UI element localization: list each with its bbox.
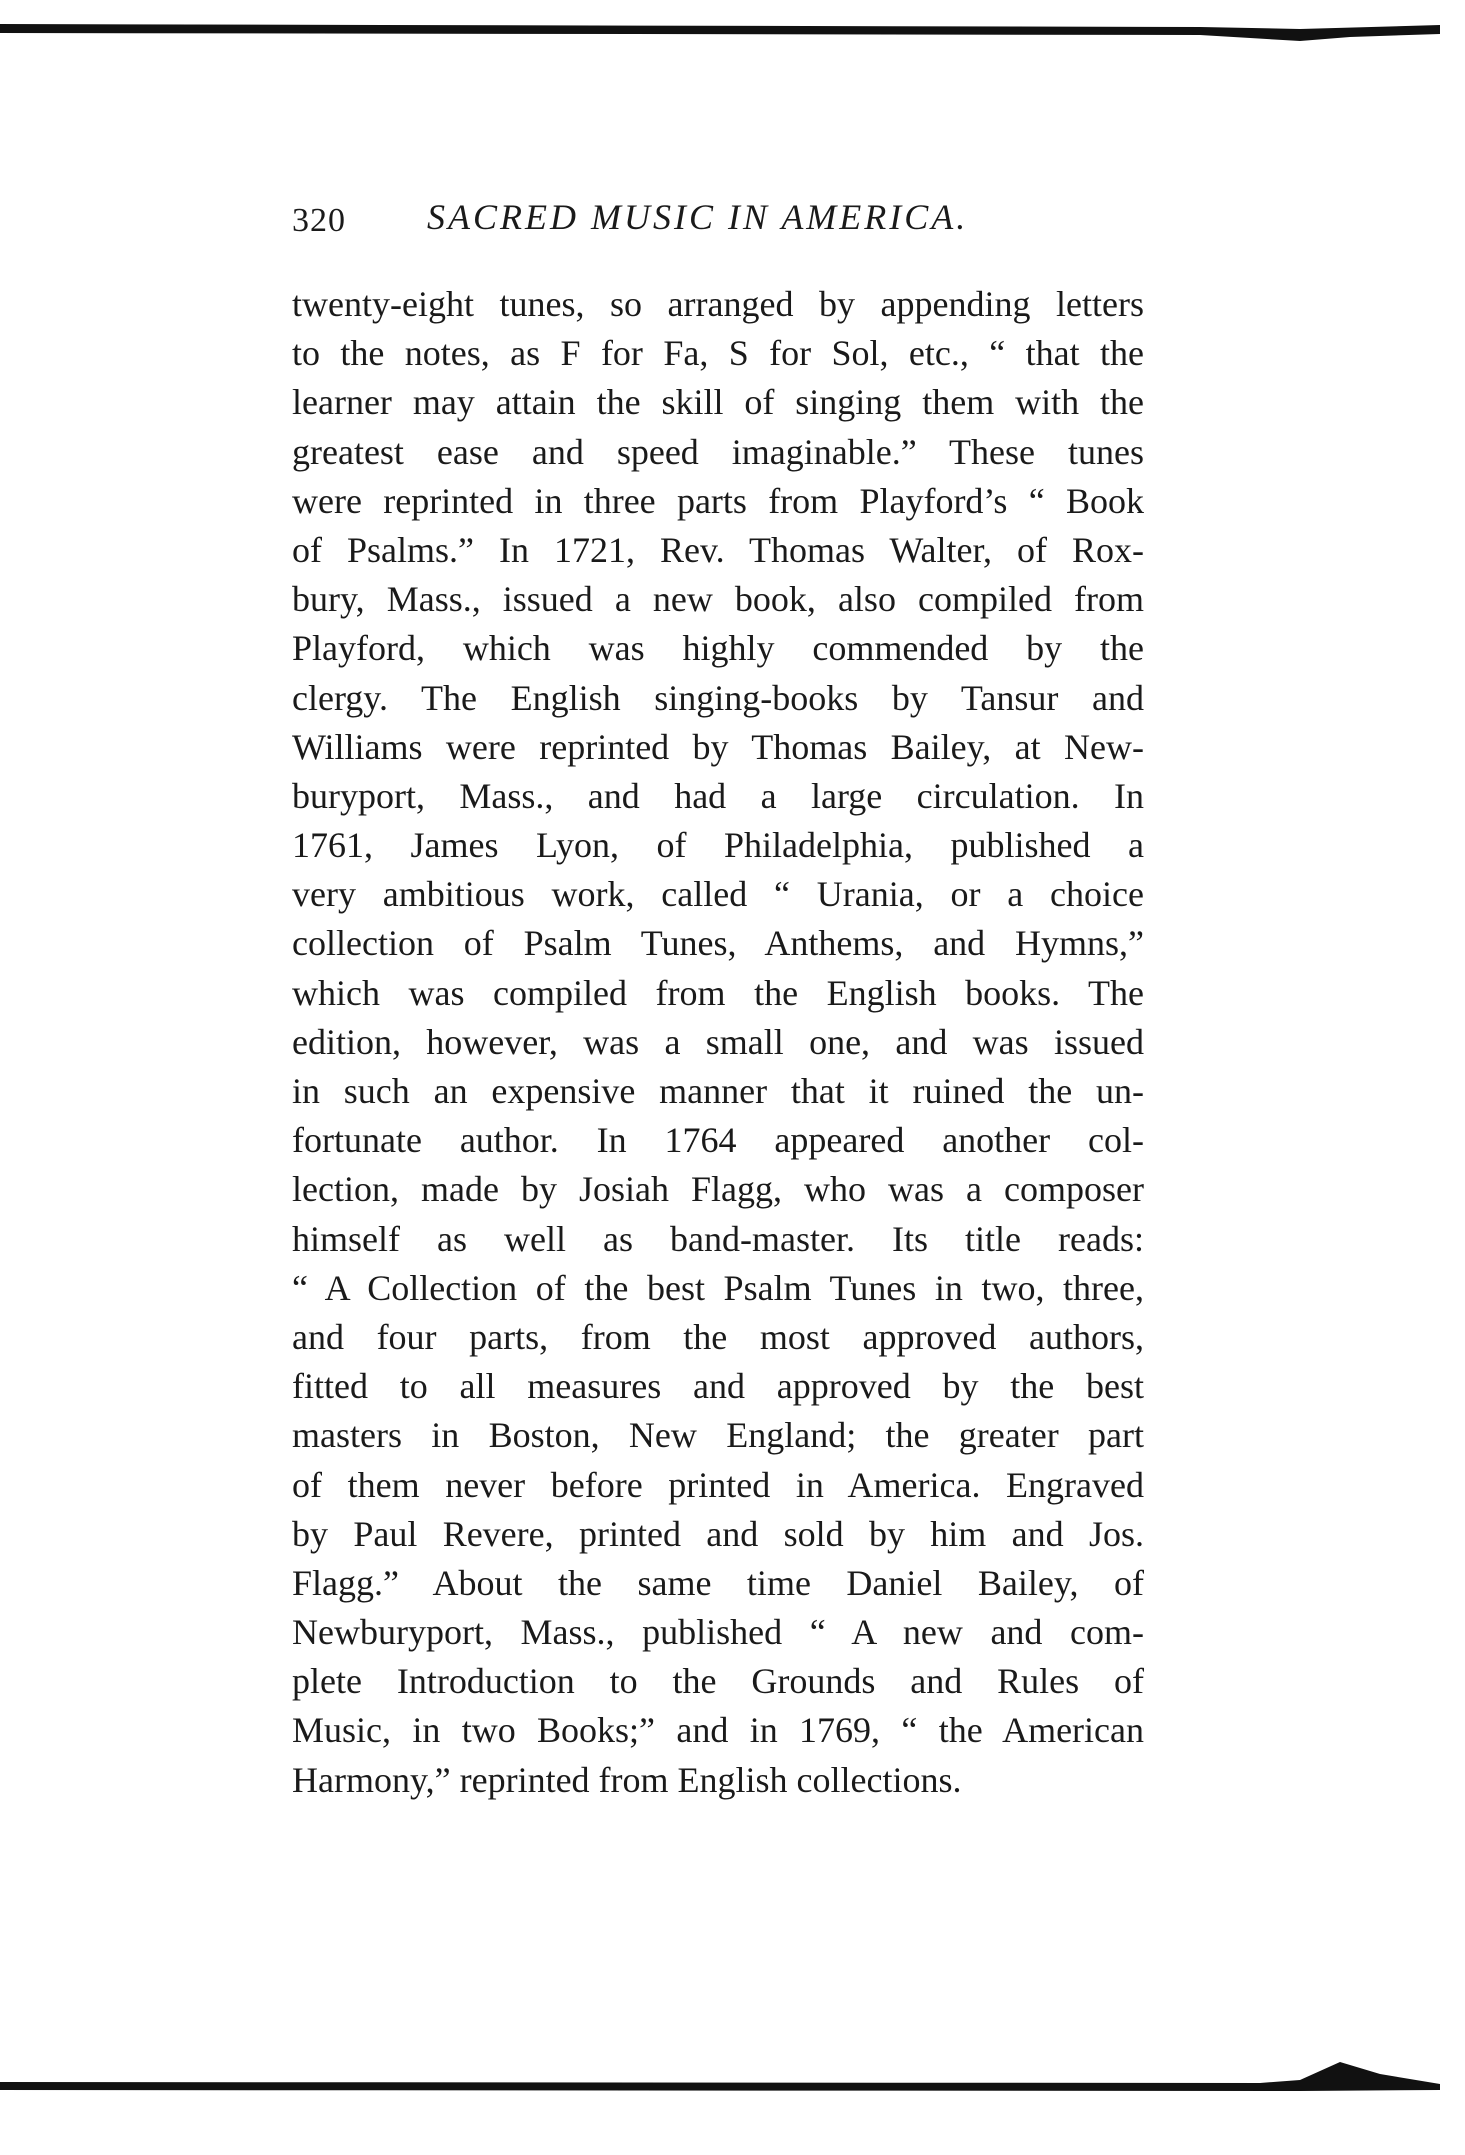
text-line: were reprinted in three parts from Playford’s “ Book	[292, 480, 1144, 521]
text-line: Music, in two Books;” and in 1769, “ the American	[292, 1710, 1144, 1751]
text-line: bury, Mass., issued a new book, also compiled from	[292, 579, 1144, 620]
text-line: fitted to all measures and approved by the best	[292, 1366, 1144, 1407]
text-line: very ambitious work, called “ Urania, or a choice	[292, 874, 1144, 915]
text-line: lection, made by Josiah Flagg, who was a composer	[292, 1169, 1144, 1210]
text-line: 1761, James Lyon, of Philadelphia, published a	[292, 825, 1144, 866]
text-line: Playford, which was highly commended by the	[292, 628, 1144, 669]
text-line: Williams were reprinted by Thomas Bailey, at New-	[292, 726, 1144, 767]
bottom-page-edge-bar	[0, 2060, 1440, 2100]
text-line: buryport, Mass., and had a large circulation. In	[292, 775, 1144, 816]
text-line: edition, however, was a small one, and was issued	[292, 1021, 1144, 1062]
text-line: clergy. The English singing-books by Tansur and	[292, 677, 1144, 718]
text-line: learner may attain the skill of singing them with the	[292, 382, 1144, 423]
text-line-last: Harmony,” reprinted from English collections.	[292, 1759, 962, 1800]
text-line: greatest ease and speed imaginable.” These tunes	[292, 431, 1144, 472]
text-line: to the notes, as F for Fa, S for Sol, etc., “ that the	[292, 333, 1144, 374]
text-line: by Paul Revere, printed and sold by him and Jos.	[292, 1513, 1144, 1554]
top-page-edge-bar	[0, 22, 1440, 42]
text-line: plete Introduction to the Grounds and Rules of	[292, 1661, 1144, 1702]
text-line: fortunate author. In 1764 appeared another col-	[292, 1120, 1144, 1161]
page-number: 320	[292, 202, 346, 239]
text-line: himself as well as band-master. Its title reads:	[292, 1218, 1144, 1259]
running-title: SACRED MUSIC IN AMERICA.	[427, 197, 969, 237]
text-line: Newburyport, Mass., published “ A new and com-	[292, 1612, 1144, 1653]
text-line: twenty-eight tunes, so arranged by appending letters	[292, 284, 1144, 324]
text-line: which was compiled from the English books. The	[292, 972, 1144, 1013]
body-text	[292, 280, 1144, 1805]
text-line: masters in Boston, New England; the greater part	[292, 1415, 1144, 1456]
text-line: Flagg.” About the same time Daniel Bailey, of	[292, 1562, 1144, 1603]
running-head	[292, 196, 1152, 246]
text-line: in such an expensive manner that it ruined the un-	[292, 1071, 1144, 1111]
text-line: of Psalms.” In 1721, Rev. Thomas Walter, of Rox-	[292, 529, 1144, 570]
text-line: collection of Psalm Tunes, Anthems, and Hymns,”	[292, 923, 1144, 964]
text-line: of them never before printed in America. Engraved	[292, 1464, 1144, 1505]
text-line: “ A Collection of the best Psalm Tunes in two, three,	[292, 1267, 1144, 1308]
text-line: and four parts, from the most approved authors,	[292, 1316, 1144, 1357]
